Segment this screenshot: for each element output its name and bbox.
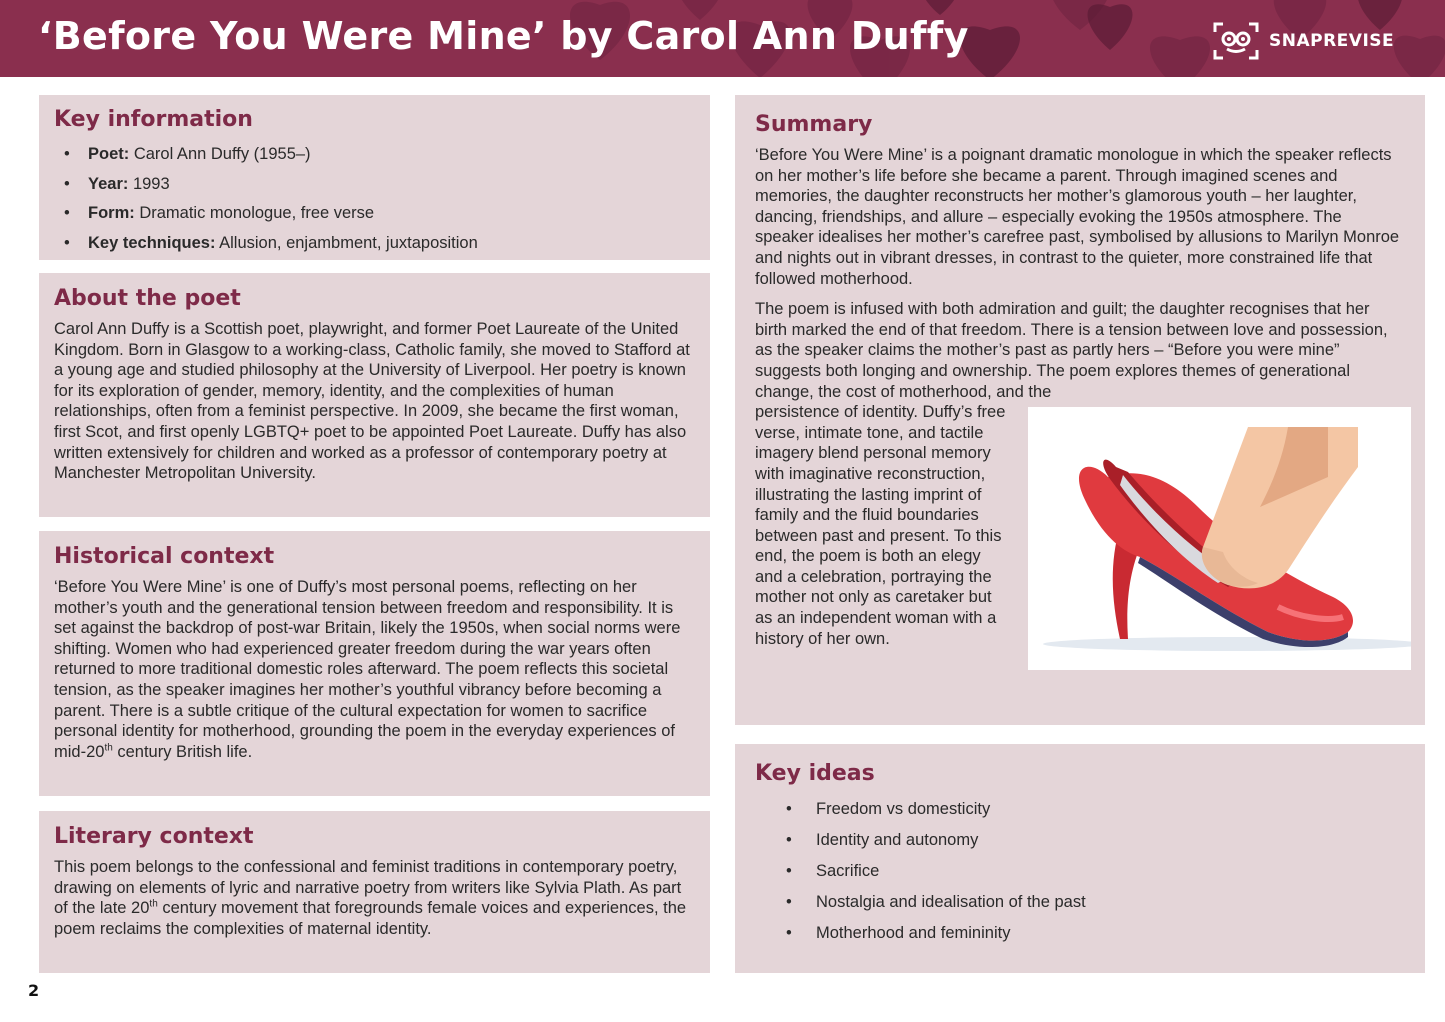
literary-context-panel <box>39 811 710 973</box>
page-title: ‘Before You Were Mine’ by Carol Ann Duffy <box>38 14 969 58</box>
key-idea-item: • Freedom vs domesticity <box>755 794 1405 825</box>
page-number: 2 <box>28 981 40 1000</box>
key-info-item-year <box>54 170 695 200</box>
key-idea-item: • Sacrifice <box>755 856 1405 887</box>
summary-paragraph-2: The poem is infused with both admiration and guilt; the daughter recognises that her birth marked the end of that freedom. There is a tension between love and possession, as the speaker claims the mother’s past as partly hers – “Before you were mine” suggests both longing and ownership. The poem explores themes of generational change, the cost of motherhood, and the <box>755 300 1388 401</box>
literary-context-body: This poem belongs to the confessional and feminist traditions in contemporary poetry, drawing on elements of lyric and narrative poetry from writers like Sylvia Plath. As part of the late 20 <box>54 858 682 918</box>
red-high-heel-icon <box>1028 407 1411 670</box>
key-info-value: 1993 <box>128 174 170 193</box>
literary-context-heading: Literary context <box>54 824 254 849</box>
key-idea-item: • Identity and autonomy <box>755 825 1405 856</box>
key-info-item-techniques <box>54 229 695 259</box>
key-ideas-panel <box>735 744 1425 973</box>
key-idea-item: • Nostalgia and idealisation of the past <box>755 887 1405 918</box>
key-information-panel <box>39 95 710 260</box>
summary-heading: Summary <box>755 112 873 137</box>
superscript: th <box>104 742 113 754</box>
literary-context-text <box>54 857 695 939</box>
summary-panel <box>735 95 1425 725</box>
key-ideas-list <box>755 794 1405 949</box>
about-poet-heading: About the poet <box>54 286 241 311</box>
key-ideas-heading: Key ideas <box>755 761 875 786</box>
about-poet-panel <box>39 273 710 517</box>
historical-context-panel <box>39 531 710 796</box>
key-info-value: Carol Ann Duffy (1955–) <box>129 145 311 163</box>
key-info-label: Form: <box>88 204 135 222</box>
key-information-list <box>54 140 695 258</box>
key-idea-item: • Motherhood and femininity <box>755 918 1405 949</box>
summary-paragraph-1: ‘Before You Were Mine’ is a poignant dramatic monologue in which the speaker reflects on her mother’s life before she became a parent. Through imagined scenes and memories, the daughter reconstructs her mother’s glamorous youth – her laughter, dancing, friendships, and allure – especially evoking the 1950s atmosphere. The speaker idealises her mother’s carefree past, symbolised by allusions to Marilyn Monroe and nights out in vibrant dresses, in contrast to the quieter, more constrained life that followed motherhood. <box>755 146 1400 288</box>
header-bar <box>0 0 1445 77</box>
brand-name: SNAPREVISE <box>1269 31 1395 51</box>
key-info-value: Dramatic monologue, free verse <box>134 204 375 222</box>
red-shoe-illustration <box>1028 407 1411 670</box>
key-info-label: Year: <box>88 174 129 193</box>
historical-context-body-end: century British life. <box>112 742 253 761</box>
about-poet-text: Carol Ann Duffy is a Scottish poet, playwright, and former Poet Laureate of the United Kingdom. Born in Glasgow to a working-class, Catholic family, she moved to Stafford at a young age and studied philosophy at the University of Liverpool. Her poetry is known for its exploration of gender, memory, identity, and the complexities of human relationships, often from a feminist perspective. In 2009, she became the first woman, first Scot, and first openly LGBTQ+ poet to be appointed Poet Laureate. Duffy has also written extensively for children and worked as a professor of contemporary poetry at Manchester Metropolitan University. <box>54 320 690 483</box>
key-information-heading: Key information <box>54 107 253 132</box>
key-info-value: Allusion, enjambment, juxtaposition <box>215 233 478 252</box>
superscript: th <box>149 898 158 910</box>
key-info-item-poet <box>54 140 695 170</box>
historical-context-text <box>54 577 695 762</box>
key-info-item-form <box>54 199 695 229</box>
key-info-label: Poet: <box>88 145 130 163</box>
literary-context-body-end: century movement that foregrounds female voices and experiences, the poem reclaims the complexities of maternal identity. <box>54 899 687 938</box>
brand-logo <box>1213 22 1394 60</box>
historical-context-heading: Historical context <box>54 544 275 569</box>
summary-paragraph-2-continued: persistence of identity. Duffy’s free verse, intimate tone, and tactile imagery blend personal memory with imaginative reconstruction, illustrating the lasting imprint of family and the fluid boundaries between past and present. To this end, the poem is both an elegy and a celebration, portraying the mother not only as caretaker but as an independent woman with a history of her own. <box>755 403 1006 648</box>
snaprevise-owl-icon <box>1213 22 1259 60</box>
key-info-label: Key techniques: <box>88 233 216 252</box>
historical-context-body: ‘Before You Were Mine’ is one of Duffy’s most personal poems, reflecting on her mother’s youth and the generational tension between freedom and responsibility. It is set against the backdrop of post-war Britain, likely the 1950s, when social norms were shifting. Women who had experienced greater freedom during the war years often returned to more traditional domestic roles afterward. The poem reflects this societal tension, as the speaker imagines her mother’s youthful vibrancy before becoming a parent. There is a subtle critique of the cultural expectation for women to sacrifice personal identity for motherhood, grounding the poem in the everyday experiences of mid-20 <box>54 578 681 761</box>
